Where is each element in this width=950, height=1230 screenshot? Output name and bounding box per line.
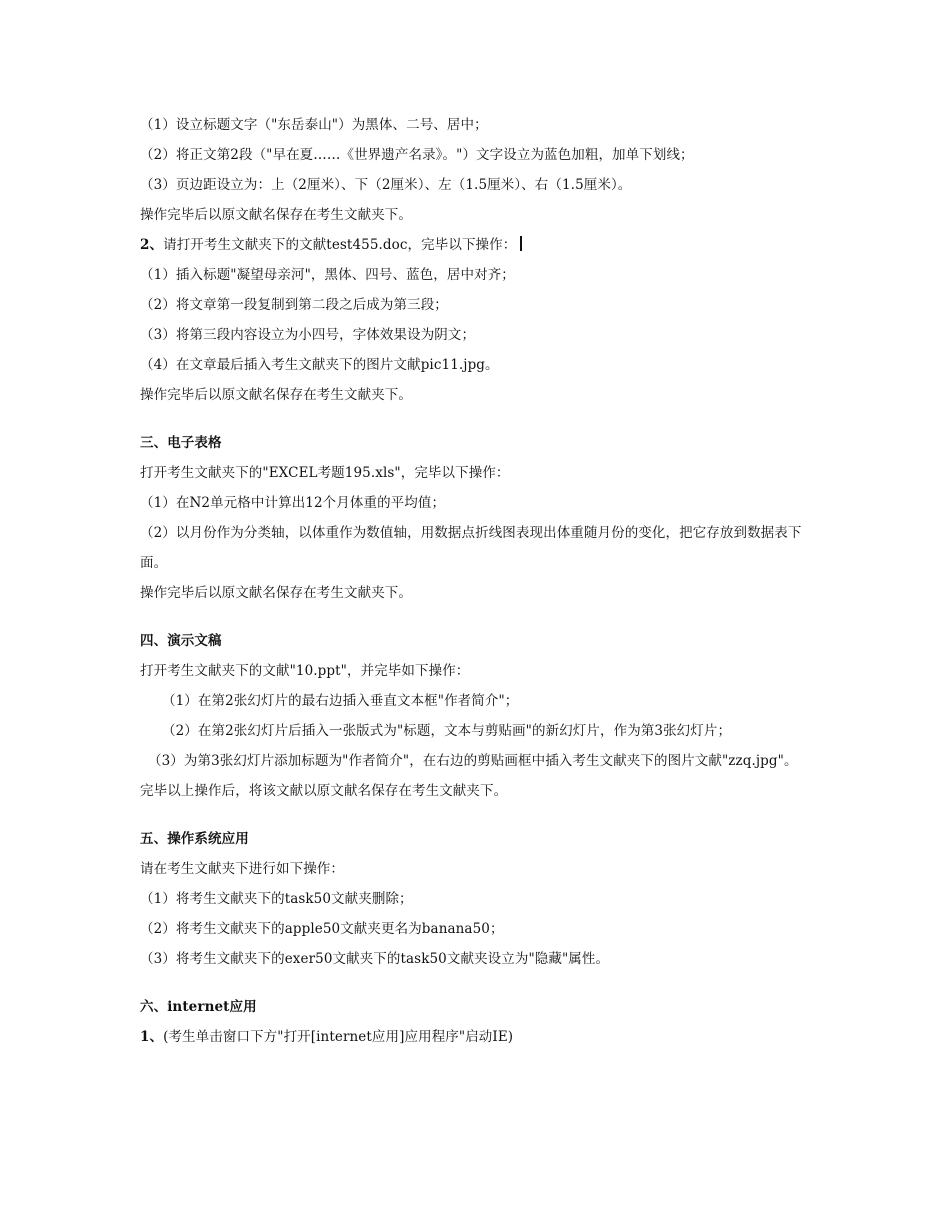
text-cursor — [520, 236, 522, 251]
os-step2: （2）将考生文献夹下的apple50文献夹更名为banana50； — [140, 921, 504, 937]
os-intro: 请在考生文献夹下进行如下操作： — [140, 861, 344, 877]
section-heading-os: 五、操作系统应用 — [140, 831, 249, 847]
word-task2-title — [140, 230, 820, 260]
ppt-save-note: 完毕以上操作后，将该文献以原文献名保存在考生文献夹下。 — [140, 783, 508, 799]
excel-step2: （2）以月份作为分类轴，以体重作为数值轴，用数据点折线图表现出体重随月份的变化，把它存放到数据表下面。 — [140, 525, 802, 571]
os-step3: （3）将考生文献夹下的exer50文献夹下的task50文献夹设立为"隐藏"属性。 — [140, 951, 610, 967]
excel-step1: （1）在N2单元格中计算出12个月体重的平均值； — [140, 495, 446, 511]
word-task2-step3: （3）将第三段内容设立为小四号，字体效果设为阴文； — [140, 327, 476, 343]
internet-item1 — [140, 1022, 820, 1052]
internet-item1-number: 1、 — [140, 1029, 164, 1045]
excel-save-note: 操作完毕后以原文献名保存在考生文献夹下。 — [140, 585, 412, 601]
word-task2-step1: （1）插入标题"凝望母亲河"，黑体、四号、蓝色，居中对齐； — [140, 267, 515, 283]
word-task2-save-note: 操作完毕后以原文献名保存在考生文献夹下。 — [140, 387, 412, 403]
word-task2-number: 2、 — [140, 237, 164, 253]
document-body — [140, 110, 820, 1052]
word-task2-title-text: 请打开考生文献夹下的文献test455.doc，完毕以下操作： — [163, 237, 517, 253]
excel-intro: 打开考生文献夹下的"EXCEL考题195.xls"，完毕以下操作： — [140, 465, 510, 481]
ppt-step1: （1）在第2张幻灯片的最右边插入垂直文本框"作者简介"； — [162, 693, 519, 709]
ppt-step3: （3）为第3张幻灯片添加标题为"作者简介"，在右边的剪贴画框中插入考生文献夹下的图片文献"zzq.jpg"。 — [148, 753, 798, 769]
section-heading-ppt: 四、演示文稿 — [140, 633, 222, 649]
internet-item1-text: (考生单击窗口下方"打开[internet应用]应用程序"启动IE) — [163, 1029, 514, 1045]
section-heading-internet: 六、internet应用 — [140, 999, 257, 1015]
word-task1-step2: （2）将正文第2段（"早在夏……《世界遗产名录》。"）文字设立为蓝色加粗，加单下划线； — [140, 147, 694, 163]
word-task1-step1: （1）设立标题文字（"东岳泰山"）为黑体、二号、居中； — [140, 117, 488, 133]
word-task2-step2: （2）将文章第一段复制到第二段之后成为第三段； — [140, 297, 448, 313]
word-task2-step4: （4）在文章最后插入考生文献夹下的图片文献pic11.jpg。 — [140, 357, 499, 373]
section-heading-excel: 三、电子表格 — [140, 435, 222, 451]
ppt-intro: 打开考生文献夹下的文献"10.ppt"，并完毕如下操作： — [140, 663, 470, 679]
ppt-step2: （2）在第2张幻灯片后插入一张版式为"标题，文本与剪贴画"的新幻灯片，作为第3张幻灯片； — [162, 723, 732, 739]
os-step1: （1）将考生文献夹下的task50文献夹删除； — [140, 891, 413, 907]
word-task1-save-note: 操作完毕后以原文献名保存在考生文献夹下。 — [140, 207, 412, 223]
word-task1-step3: （3）页边距设立为：上（2厘米）、下（2厘米）、左（1.5厘米）、右（1.5厘米）。 — [140, 177, 632, 193]
